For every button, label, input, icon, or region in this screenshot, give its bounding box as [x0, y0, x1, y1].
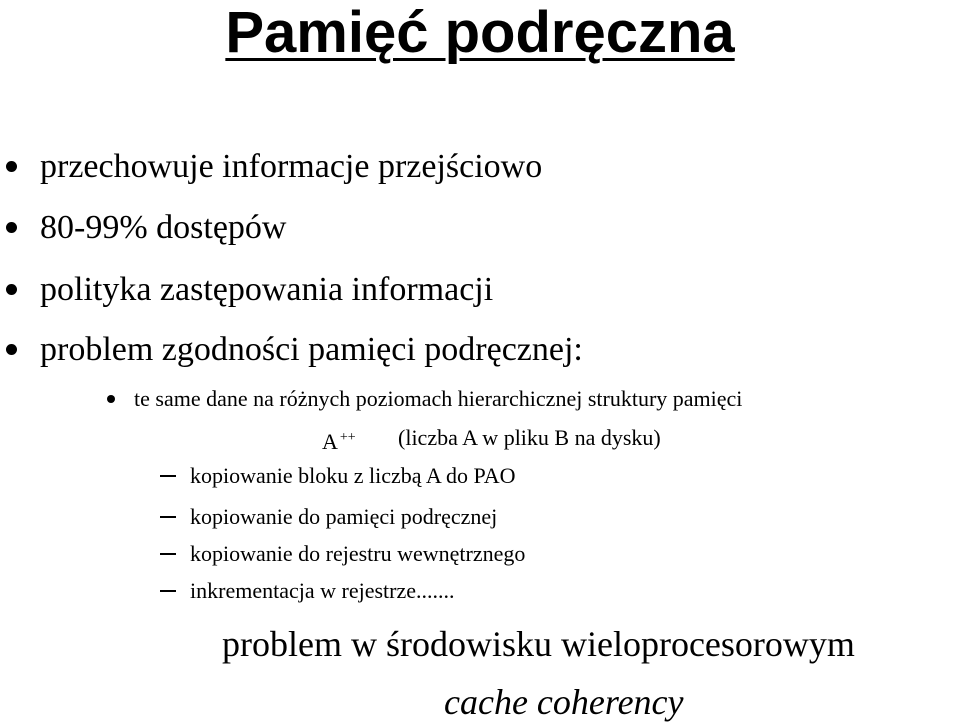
formula-expression: [322, 422, 356, 458]
step-text: kopiowanie do rejestru wewnętrznego: [190, 541, 526, 566]
sub-bullet-dot-icon: [107, 395, 115, 403]
slide-title: Pamięć podręczna: [225, 0, 735, 65]
formula-superscript: ++: [339, 430, 356, 445]
step-text: inkrementacja w rejestrze.......: [190, 578, 455, 603]
bullet-text: polityka zastępowania informacji: [40, 271, 494, 308]
problem-statement: problem w środowisku wieloprocesorowym: [222, 624, 855, 664]
bullet-item: [0, 268, 960, 312]
key-term: cache coherency: [444, 682, 684, 722]
bullet-item: [0, 145, 960, 189]
dash-icon: [160, 590, 176, 592]
step-text: kopiowanie do pamięci podręcznej: [190, 504, 498, 529]
sub-bullet-item: [0, 383, 960, 415]
formula-note: (liczba A w pliku B na dysku): [398, 425, 661, 450]
formula-variable: A: [322, 429, 338, 454]
step-item: [0, 460, 960, 492]
bullet-text: 80-99% dostępów: [40, 209, 287, 246]
step-item: [0, 575, 960, 607]
bullet-dot-icon: [6, 161, 17, 172]
bullet-text: przechowuje informacje przejściowo: [40, 148, 543, 185]
bullet-dot-icon: [6, 222, 17, 233]
bullet-text: problem zgodności pamięci podręcznej:: [40, 331, 583, 368]
step-text: kopiowanie bloku z liczbą A do PAO: [190, 463, 516, 488]
bullet-dot-icon: [6, 284, 17, 295]
dash-icon: [160, 553, 176, 555]
step-item: [0, 501, 960, 533]
bullet-item: [0, 206, 960, 250]
bullet-dot-icon: [6, 344, 17, 355]
sub-bullet-text: te same dane na różnych poziomach hierarchicznej struktury pamięci: [134, 386, 743, 411]
step-item: [0, 538, 960, 570]
dash-icon: [160, 516, 176, 518]
bullet-item: [0, 328, 960, 372]
dash-icon: [160, 475, 176, 477]
formula-line: [0, 422, 960, 454]
